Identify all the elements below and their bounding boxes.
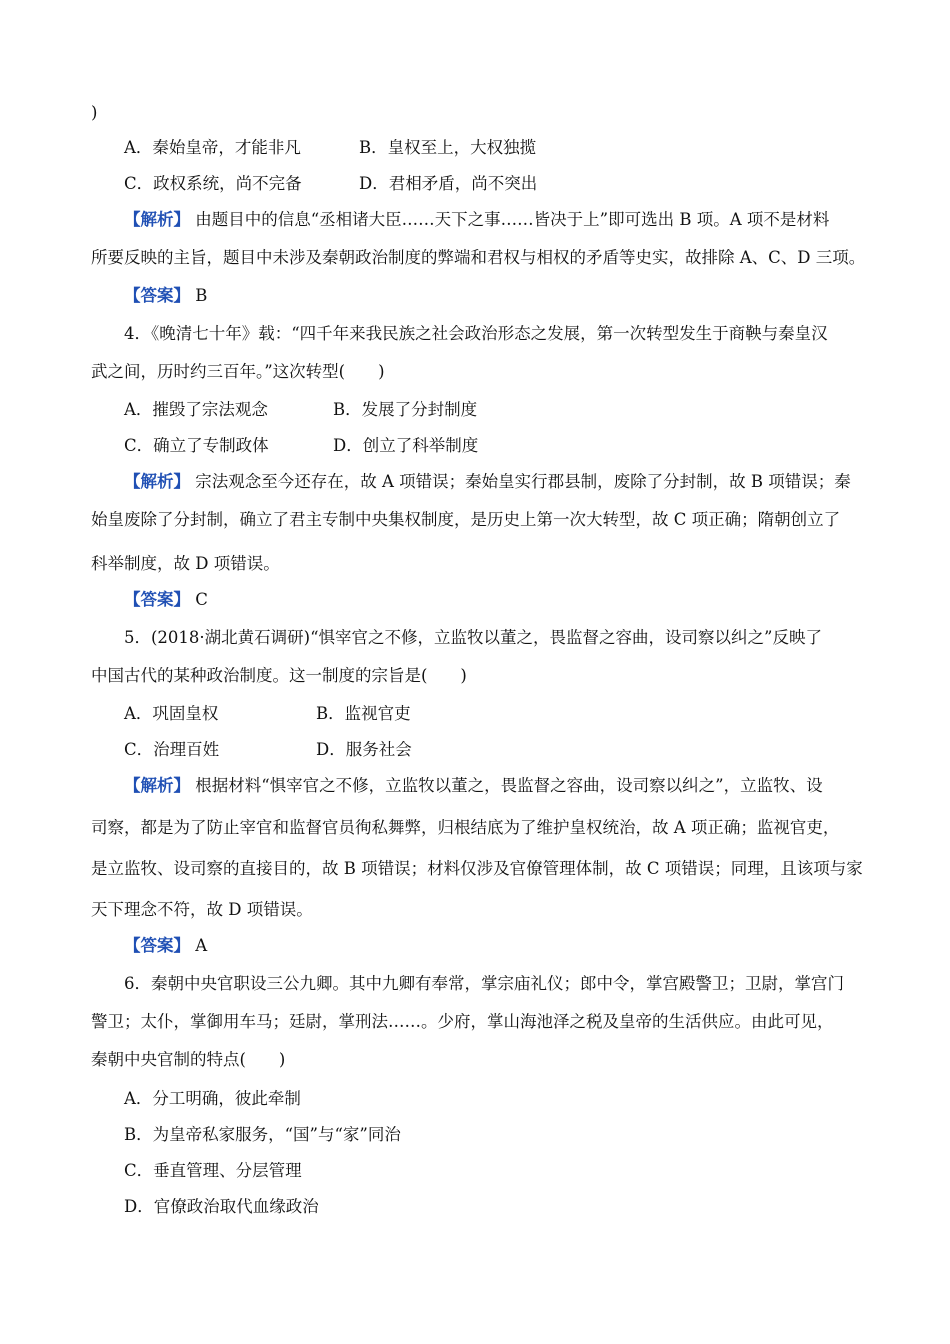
q6-stem-line-3: 秦朝中央官制的特点( ) xyxy=(91,1050,286,1069)
q5-analysis-line-4: 天下理念不符，故 D 项错误。 xyxy=(91,900,313,919)
q6-option-d: D．官僚政治取代血缘政治 xyxy=(124,1197,319,1216)
q4-analysis-line-1 xyxy=(124,470,851,494)
q5-analysis-line-3: 是立监牧、设司察的直接目的，故 B 项错误；材料仅涉及官僚管理体制，故 C 项错误；同理，且该项与家 xyxy=(91,859,863,878)
q3-answer xyxy=(124,284,207,308)
q3-analysis-line-2: 所要反映的主旨，题目中未涉及秦朝政治制度的弊端和君权与相权的矛盾等史实，故排除 A、C、D 三项。 xyxy=(91,248,866,267)
q5-option-a: A．巩固皇权 xyxy=(124,704,219,723)
q3-option-a: A．秦始皇帝，才能非凡 xyxy=(124,138,301,157)
q3-option-b: B．皇权至上，大权独揽 xyxy=(359,138,537,157)
q4-option-b: B．发展了分封制度 xyxy=(333,400,478,419)
q4-option-d: D．创立了科举制度 xyxy=(333,436,479,455)
q4-analysis-text-1: 宗法观念至今还存在，故 A 项错误；秦始皇实行郡县制，废除了分封制，故 B 项错误；秦 xyxy=(195,472,851,491)
q3-option-d: D．君相矛盾，尚不突出 xyxy=(359,174,538,193)
q3-analysis-text-1: 由题目中的信息“丞相诸大臣……天下之事……皆决于上”即可选出 B 项。A 项不是材料 xyxy=(195,210,830,229)
answer-tag: 【答案】 xyxy=(124,286,190,305)
q3-answer-value: B xyxy=(195,286,208,305)
analysis-tag: 【解析】 xyxy=(124,472,190,491)
answer-tag: 【答案】 xyxy=(124,936,190,955)
q5-analysis-line-1 xyxy=(124,774,823,798)
q4-option-c: C．确立了专制政体 xyxy=(124,436,269,455)
analysis-tag: 【解析】 xyxy=(124,210,190,229)
q4-answer-value: C xyxy=(195,590,208,609)
q5-stem-line-2: 中国古代的某种政治制度。这一制度的宗旨是( ) xyxy=(91,666,467,685)
q5-option-b: B．监视官吏 xyxy=(316,704,411,723)
q6-option-b: B．为皇帝私家服务，“国”与“家”同治 xyxy=(124,1125,401,1144)
q5-analysis-line-2: 司察，都是为了防止宰官和监督官员徇私舞弊，归根结底为了维护皇权统治，故 A 项正确；监视官吏， xyxy=(91,818,840,837)
q3-option-c: C．政权系统，尚不完备 xyxy=(124,174,302,193)
answer-tag: 【答案】 xyxy=(124,590,190,609)
analysis-tag: 【解析】 xyxy=(124,776,190,795)
q5-answer-value: A xyxy=(195,936,208,955)
q5-option-d: D．服务社会 xyxy=(316,740,412,759)
q6-stem-line-1: 6．秦朝中央官职设三公九卿。其中九卿有奉常，掌宗庙礼仪；郎中令，掌宫殿警卫；卫尉，掌宫门 xyxy=(124,974,844,993)
q3-stem-tail: ) xyxy=(91,103,98,122)
q4-stem-line-1: 4．《晚清七十年》载：“四千年来我民族之社会政治形态之发展，第一次转型发生于商鞅与秦皇汉 xyxy=(124,324,828,343)
q6-option-a: A．分工明确，彼此牵制 xyxy=(124,1089,301,1108)
q5-answer xyxy=(124,934,207,958)
q4-option-a: A．摧毁了宗法观念 xyxy=(124,400,268,419)
q5-stem-line-1: 5．(2018·湖北黄石调研)“惧宰官之不修，立监牧以董之，畏监督之容曲，设司察以纠之”反映了 xyxy=(124,628,822,647)
q4-analysis-line-2: 始皇废除了分封制，确立了君主专制中央集权制度，是历史上第一次大转型，故 C 项正确；隋朝创立了 xyxy=(91,510,841,529)
q6-stem-line-2: 警卫；太仆，掌御用车马；廷尉，掌刑法……。少府，掌山海池泽之税及皇帝的生活供应。由此可见， xyxy=(91,1012,834,1031)
q4-analysis-line-3: 科举制度，故 D 项错误。 xyxy=(91,554,280,573)
q5-option-c: C．治理百姓 xyxy=(124,740,220,759)
q4-answer xyxy=(124,588,208,612)
q4-stem-line-2: 武之间，历时约三百年。”这次转型( ) xyxy=(91,362,385,381)
q5-analysis-text-1: 根据材料“惧宰官之不修，立监牧以董之，畏监督之容曲，设司察以纠之”，立监牧、设 xyxy=(195,776,823,795)
q6-option-c: C．垂直管理、分层管理 xyxy=(124,1161,302,1180)
q3-analysis-line-1 xyxy=(124,208,829,232)
